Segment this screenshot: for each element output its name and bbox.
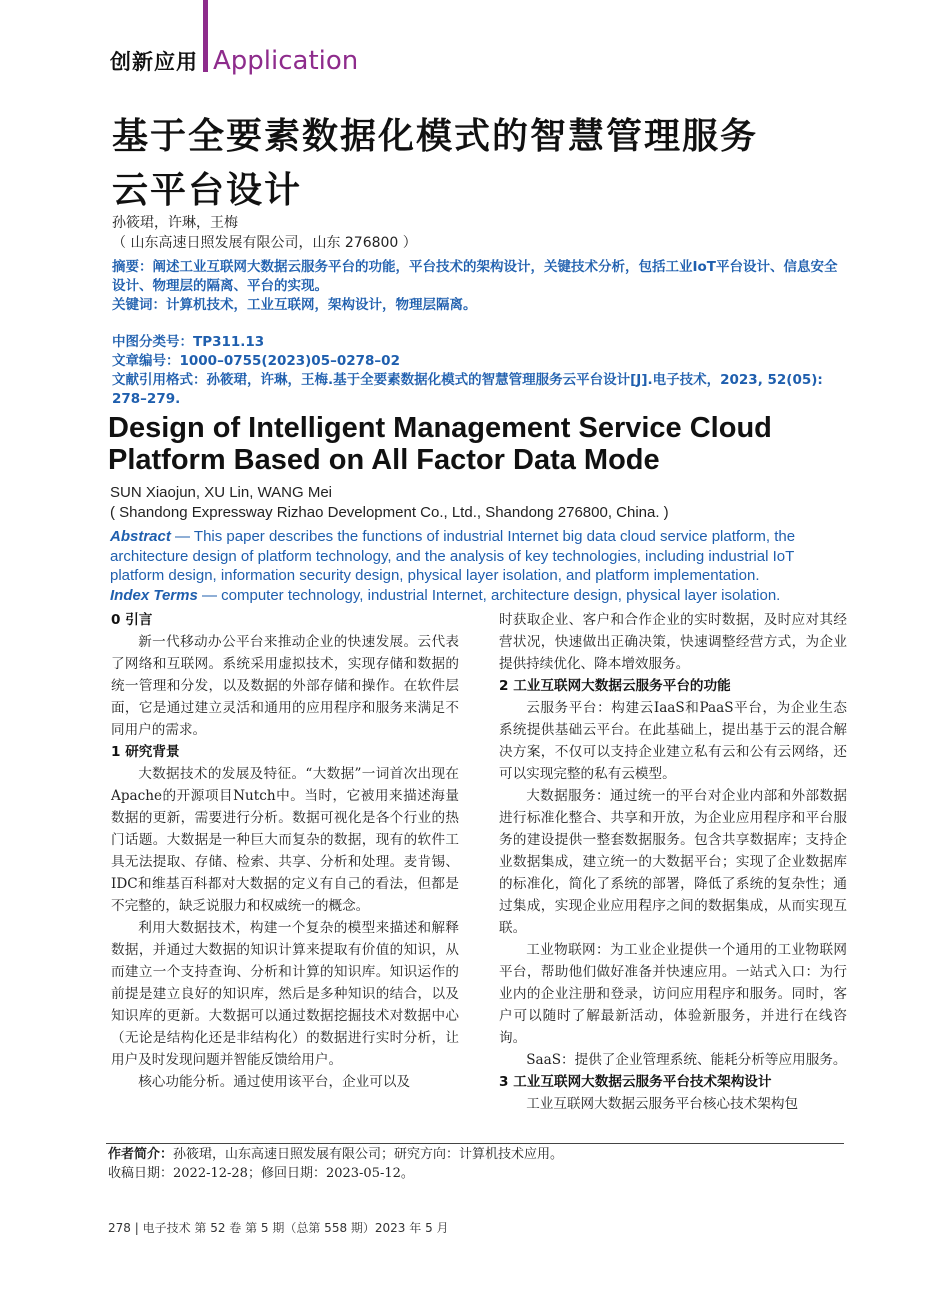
- paragraph: 新一代移动办公平台来推动企业的快速发展。云代表了网络和互联网。系统采用虚拟技术，实现存储和数据的统一管理和分发，以及数据的外部存储和操作。在软件层面，它是通过建立灵活和通用的应用程序和服务来满足不同用户的需求。: [111, 634, 459, 738]
- paragraph: 时获取企业、客户和合作企业的实时数据，及时应对其经营状况，快速做出正确决策，快速调整经营方式，为企业提供持续优化、降本增效服务。: [499, 612, 847, 672]
- author-info-text: 孙筱珺，山东高速日照发展有限公司；研究方向：计算机技术应用。: [173, 1147, 564, 1162]
- affiliation-en: ( Shandong Expressway Rizhao Development Co., Ltd., Shandong 276800, China. ): [110, 504, 669, 521]
- body-column-right: [499, 609, 847, 1115]
- section-label-zh: 创新应用: [110, 50, 198, 74]
- section-heading: 0 引言: [111, 612, 153, 628]
- paper-title-zh-line1: 基于全要素数据化模式的智慧管理服务: [112, 116, 759, 157]
- keywords-zh: 关键词：计算机技术，工业互联网，架构设计，物理层隔离。: [112, 297, 477, 313]
- section-heading: 1 研究背景: [111, 744, 180, 760]
- paper-title-zh: [112, 110, 852, 218]
- paper-title-en: [108, 412, 868, 476]
- paragraph: 工业物联网：为工业企业提供一个通用的工业物联网平台，帮助他们做好准备并快速应用。一站式入口：为行业内的企业注册和登录，访问应用程序和服务。同时，客户可以随时了解最新活动，体验新服务，并进行在线咨询。: [499, 942, 847, 1046]
- authors-en: SUN Xiaojun, XU Lin, WANG Mei: [110, 484, 333, 501]
- authors-zh: 孙筱珺，许琳，王梅: [112, 215, 238, 231]
- index-terms-text: — computer technology, industrial Internet, architecture design, physical layer isolation.: [197, 587, 781, 604]
- abstract-en-text: — This paper describes the functions of industrial Internet big data cloud service platform, the architecture design of platform technology, and the analysis of key technologies, including industrial IoT platform design, information security design, physical layer isolation, and platform implementation.: [110, 528, 796, 584]
- author-info: [108, 1145, 848, 1164]
- footnote: [108, 1145, 848, 1183]
- author-info-label: 作者简介：: [108, 1147, 174, 1162]
- section-heading: 2 工业互联网大数据云服务平台的功能: [499, 678, 731, 694]
- abstract-zh: 摘要：阐述工业互联网大数据云服务平台的功能，平台技术的架构设计，关键技术分析，包括工业IoT平台设计、信息安全设计、物理层的隔离、平台的实现。: [112, 259, 838, 294]
- abstract-en: [110, 527, 845, 586]
- page-footer: 278 | 电子技术 第 52 卷 第 5 期（总第 558 期）2023 年 5 月: [108, 1221, 449, 1235]
- index-terms-label: Index Terms: [110, 587, 198, 604]
- section-divider-bar: [203, 0, 208, 72]
- article-number: 文章编号：1000–0755(2023)05–0278–02: [112, 353, 400, 369]
- index-terms-en: [110, 586, 845, 606]
- section-heading: 3 工业互联网大数据云服务平台技术架构设计: [499, 1074, 772, 1090]
- paper-title-en-line1: Design of Intelligent Management Service Cloud: [108, 412, 772, 444]
- affiliation-zh: （ 山东高速日照发展有限公司，山东 276800 ）: [112, 235, 417, 251]
- paragraph: 云服务平台：构建云IaaS和PaaS平台，为企业生态系统提供基础云平台。在此基础上，提出基于云的混合解决方案，不仅可以支持企业建立私有云和公有云网络，还可以实现完整的私有云模型。: [499, 700, 847, 782]
- received-dates: 收稿日期：2022-12-28；修回日期：2023-05-12。: [108, 1166, 414, 1181]
- paragraph: 大数据技术的发展及特征。“大数据”一词首次出现在Apache的开源项目Nutch中。当时，它被用来描述海量数据的更新，需要进行分析。数据可视化是各个行业的热门话题。大数据是一种巨大而复杂的数据，现有的软件工具无法提取、存储、检索、共享、分析和处理。麦肯锡、IDC和维基百科都对大数据的定义有自己的看法，但都是不完整的，缺乏说服力和权威统一的概念。: [111, 766, 459, 914]
- paper-title-zh-line2: 云平台设计: [112, 170, 303, 211]
- paragraph: 核心功能分析。通过使用该平台，企业可以及: [138, 1074, 411, 1090]
- paper-title-en-line2: Platform Based on All Factor Data Mode: [108, 444, 660, 476]
- paragraph: 利用大数据技术，构建一个复杂的模型来描述和解释数据，并通过大数据的知识计算来提取有价值的知识，从而建立一个支持查询、分析和计算的知识库。知识运作的前提是建立良好的知识库，然后是多种知识的结合，以及知识库的更新。大数据可以通过数据挖掘技术对数据中心（无论是结构化还是非结构化）的数据进行实时分析，让用户及时发现问题并智能反馈给用户。: [111, 920, 459, 1068]
- abstract-en-label: Abstract: [110, 528, 171, 545]
- paragraph: SaaS：提供了企业管理系统、能耗分析等应用服务。: [526, 1052, 847, 1068]
- section-label-en: Application: [213, 46, 359, 76]
- paragraph: 大数据服务：通过统一的平台对企业内部和外部数据进行标准化整合、共享和开放，为企业应用程序和平台服务的建设提供一整套数据服务。包含共享数据库；支持企业数据集成，建立统一的大数据平台；实现了企业数据库的标准化，简化了系统的部署，降低了系统的复杂性；通过集成，实现企业应用程序之间的数据集成，从而实现互联。: [499, 788, 847, 936]
- paragraph: 工业互联网大数据云服务平台核心技术架构包: [526, 1096, 799, 1112]
- body-column-left: [111, 609, 459, 1093]
- citation-format: 文献引用格式：孙筱珺，许琳，王梅.基于全要素数据化模式的智慧管理服务云平台设计[J].电子技术，2023, 52(05): 278–279.: [112, 372, 823, 407]
- footnote-divider: [106, 1143, 844, 1144]
- clc-number: 中图分类号：TP311.13: [112, 334, 265, 350]
